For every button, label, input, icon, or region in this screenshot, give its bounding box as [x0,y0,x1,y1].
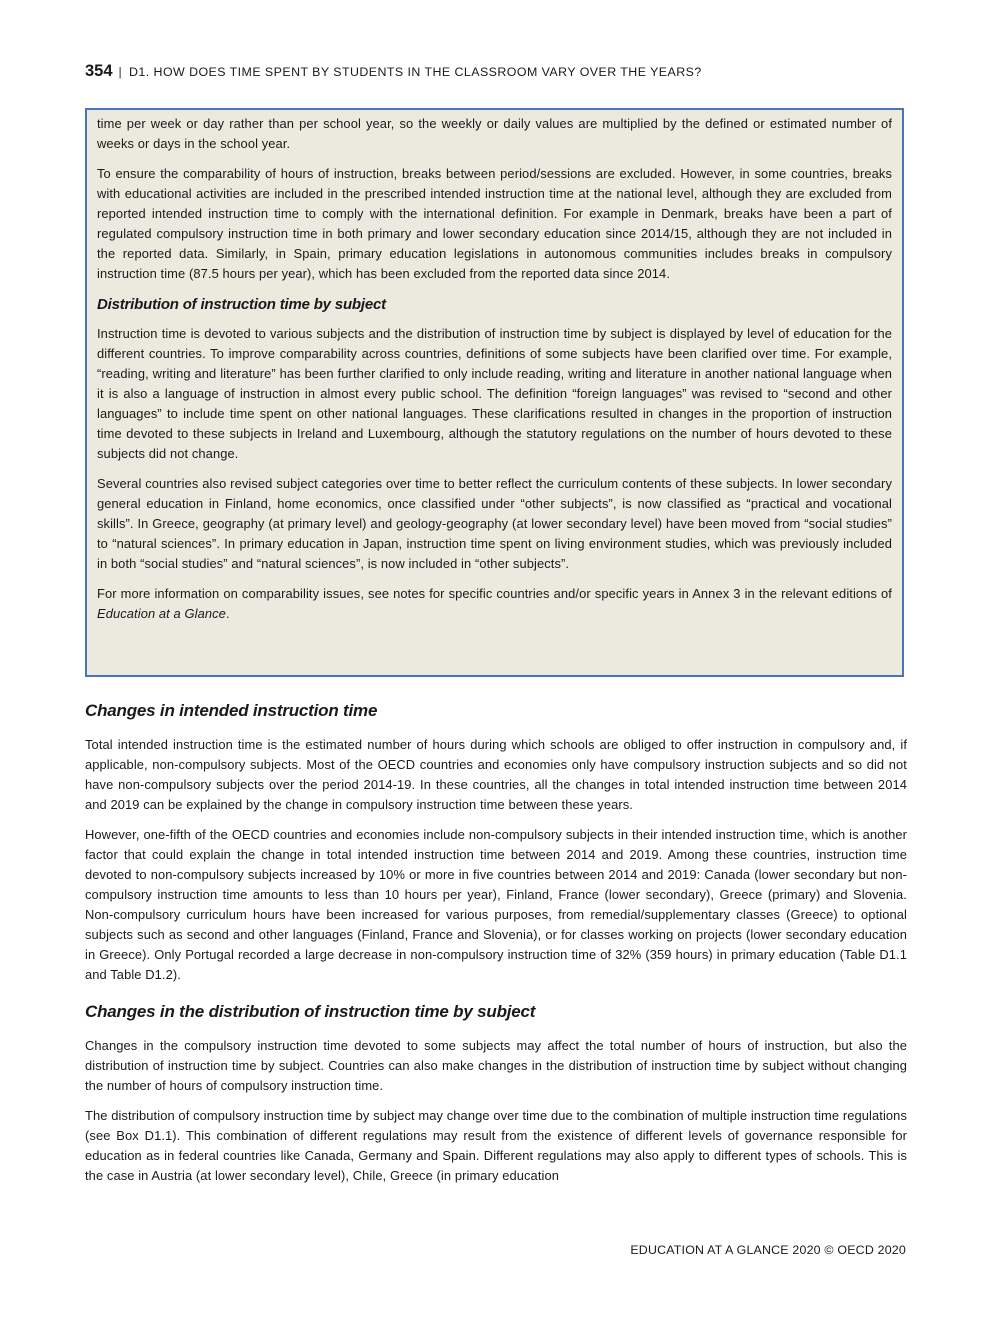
reference-text: For more information on comparability issues, see notes for specific countries and/or specific years in Annex 3 in the relevant editions of [97,586,892,601]
body-paragraph: Changes in the compulsory instruction time devoted to some subjects may affect the total number of hours of instruction, but also the distribution of instruction time by subject. Countries can also make changes in the distribution of instruction time by subject without changing the number of hours of compulsory instruction time. [85,1038,907,1093]
chapter-title: D1. HOW DOES TIME SPENT BY STUDENTS IN THE CLASSROOM VARY OVER THE YEARS? [129,65,702,79]
body-paragraph: However, one-fifth of the OECD countries and economies include non-compulsory subjects in their intended instruction time, which is another factor that could explain the change in total intended instruction time between 2014 and 2019. Among these countries, instruction time devoted to non-compulsory subjects increased by 10% or more in five countries between 2014 and 2019: Canada (lower secondary but non-compulsory instruction time amounts to less than 10 hours per year), Finland, France (lower secondary), Greece (primary) and Slovenia. Non-compulsory curriculum hours have been increased for various purposes, from remedial/supplementary classes (Greece) to optional subjects such as second and other languages (Finland, France and Slovenia), or for classes working on projects (lower secondary education in Greece). Only Portugal recorded a large decrease in non-compulsory instruction time of 32% (359 hours) in primary education (Table D1.1 and Table D1.2). [85,827,907,982]
header-separator: | [118,65,123,79]
box-paragraph: To ensure the comparability of hours of instruction, breaks between period/sessions are excluded. However, in some countries, breaks with educational activities are included in the prescribed intended instruction time at the national level, although they are excluded from reported intended instruction time to comply with the international definition. For example in Denmark, breaks have been a part of regulated compulsory instruction time in both primary and lower secondary education since 2014/15, although they are not included in the reported data. Similarly, in Spain, primary education legislations in autonomous communities includes breaks in compulsory instruction time (87.5 hours per year), which has been excluded from the reported data since 2014. [97,166,892,281]
body-paragraph: Total intended instruction time is the estimated number of hours during which schools are obliged to offer instruction in compulsory and, if applicable, non-compulsory subjects. Most of the OECD countries and economies only have compulsory instruction subjects and so did not have non-compulsory subjects over the period 2014-19. In these countries, all the changes in total intended instruction time between 2014 and 2019 can be explained by the change in compulsory instruction time between these years. [85,737,907,812]
main-content [85,698,907,1196]
reference-end: . [225,606,230,621]
methodology-box [85,108,904,677]
publication-title: Education at a Glance [97,606,226,621]
box-paragraph: Several countries also revised subject categories over time to better reflect the curriculum contents of these subjects. In lower secondary general education in Finland, home economics, once classified under “other subjects”, is now classified as “practical and vocational skills”. In Greece, geography (at primary level) and geology-geography (at lower secondary level) have been moved from “social studies” to “natural sciences”. In primary education in Japan, instruction time spent on living environment studies, which was previously included in both “social studies” and “natural sciences”, is now included in “other subjects”. [97,476,892,571]
box-paragraph-references [97,584,892,624]
box-paragraph: Instruction time is devoted to various subjects and the distribution of instruction time by subject is displayed by level of education for the different countries. To improve comparability across countries, definitions of some subjects have been clarified over time. For example, “reading, writing and literature” has been further clarified to only include reading, writing and literature in another national language when it is also a language of instruction in almost every public school. The definition “foreign languages” was revised to “second and other languages” to include time spent on other national languages. These clarifications resulted in changes in the proportion of instruction time devoted to these subjects in Ireland and Luxembourg, although the statutory regulations on the number of hours devoted to these subjects did not change. [97,326,892,461]
section-heading: Changes in the distribution of instruction time by subject [85,1002,536,1021]
page-header [85,62,915,81]
page-number: 354 [85,62,113,80]
body-paragraph: The distribution of compulsory instruction time by subject may change over time due to the combination of multiple instruction time regulations (see Box D1.1). This combination of different regulations may result from the existence of different levels of governance responsible for education as in federal countries like Canada, Germany and Spain. Different regulations may also apply to different types of schools. This is the case in Austria (at lower secondary level), Chile, Greece (in primary education [85,1108,907,1183]
box-subheading: Distribution of instruction time by subject [97,296,386,313]
section-heading: Changes in intended instruction time [85,701,378,720]
page-footer: EDUCATION AT A GLANCE 2020 © OECD 2020 [630,1243,906,1257]
box-paragraph: time per week or day rather than per school year, so the weekly or daily values are multiplied by the defined or estimated number of weeks or days in the school year. [97,116,892,151]
